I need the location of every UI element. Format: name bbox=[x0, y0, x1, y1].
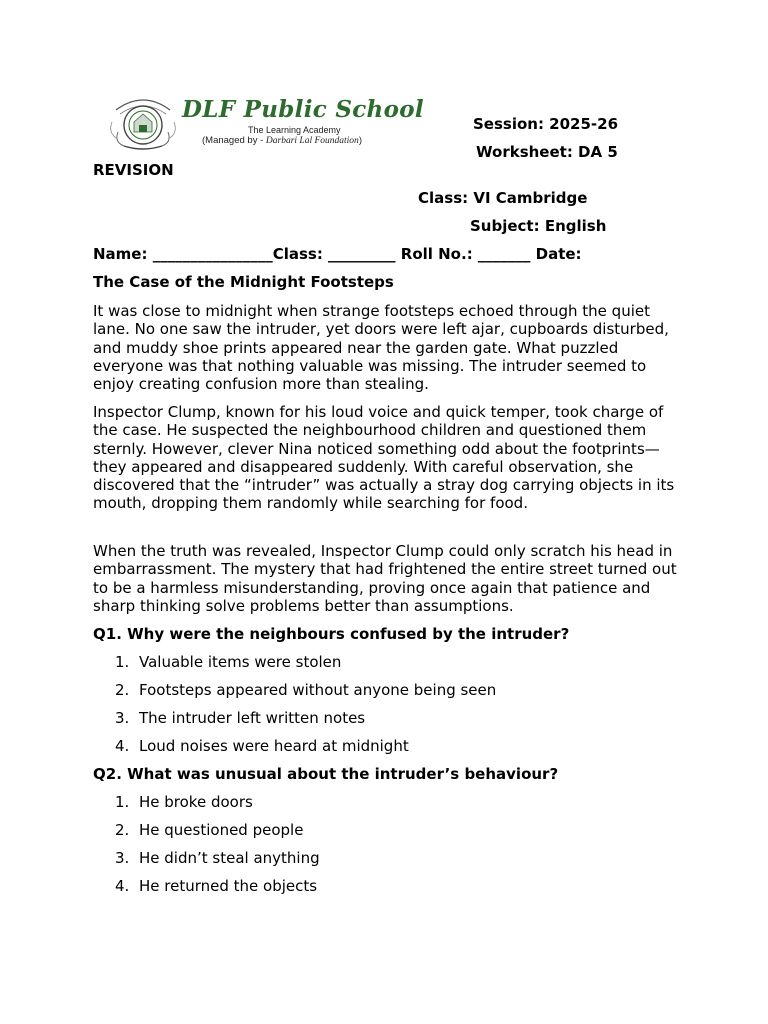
option-number: 4. bbox=[115, 737, 130, 755]
option-number: 3. bbox=[115, 709, 130, 727]
session-label: Session: 2025-26 bbox=[473, 115, 619, 133]
question-2: Q2. What was unusual about the intruder’s behaviour? bbox=[93, 765, 559, 783]
option-text: He returned the objects bbox=[139, 877, 318, 895]
option-text: He broke doors bbox=[139, 793, 253, 811]
option-text: He questioned people bbox=[139, 821, 304, 839]
option-text: The intruder left written notes bbox=[139, 709, 366, 727]
option-number: 4. bbox=[115, 877, 130, 895]
passage-paragraph: It was close to midnight when strange footsteps echoed through the quiet lane. No one saw the intruder, yet doors were left ajar, cupboards disturbed, and muddy shoe prints appeared near the garden gate. What puzzled everyone was that nothing valuable was missing. The intruder seemed to enjoy creating confusion more than stealing. bbox=[93, 302, 669, 394]
school-name: DLF Public School bbox=[182, 96, 424, 123]
school-management bbox=[202, 135, 362, 146]
option-text: He didn’t steal anything bbox=[139, 849, 320, 867]
option-number: 3. bbox=[115, 849, 130, 867]
passage-paragraph: Inspector Clump, known for his loud voice and quick temper, took charge of the case. He suspected the neighbourhood children and questioned them sternly. However, clever Nina noticed something odd about the footprints—they appeared and disappeared suddenly. With careful observation, she discovered that the “intruder” was actually a stray dog carrying objects in its mouth, dropping them randomly while searching for food. bbox=[93, 403, 675, 513]
school-tagline: The Learning Academy bbox=[248, 125, 341, 135]
option-number: 2. bbox=[115, 681, 130, 699]
option-number: 1. bbox=[115, 653, 130, 671]
option-text: Valuable items were stolen bbox=[139, 653, 342, 671]
class-label: Class: VI Cambridge bbox=[418, 189, 588, 207]
passage-title: The Case of the Midnight Footsteps bbox=[93, 273, 394, 291]
school-crest-icon bbox=[110, 92, 176, 152]
managed-suffix: ) bbox=[358, 135, 362, 146]
option-number: 2. bbox=[115, 821, 130, 839]
managed-name: Darbari Lal Foundation bbox=[265, 136, 359, 146]
student-details-line: Name: ________________Class: _________ Roll No.: _______ Date: bbox=[93, 245, 582, 263]
managed-prefix: (Managed by - bbox=[202, 135, 266, 146]
school-logo bbox=[110, 92, 424, 152]
worksheet-label: Worksheet: DA 5 bbox=[476, 143, 618, 161]
option-text: Footsteps appeared without anyone being seen bbox=[139, 681, 497, 699]
option-text: Loud noises were heard at midnight bbox=[139, 737, 409, 755]
revision-label: REVISION bbox=[93, 161, 174, 179]
option-number: 1. bbox=[115, 793, 130, 811]
passage-paragraph: When the truth was revealed, Inspector Clump could only scratch his head in embarrassment. The mystery that had frightened the entire street turned out to be a harmless misunderstanding, proving once again that patience and sharp thinking solve problems better than assumptions. bbox=[93, 542, 677, 615]
question-1: Q1. Why were the neighbours confused by the intruder? bbox=[93, 625, 570, 643]
subject-label: Subject: English bbox=[470, 217, 607, 235]
